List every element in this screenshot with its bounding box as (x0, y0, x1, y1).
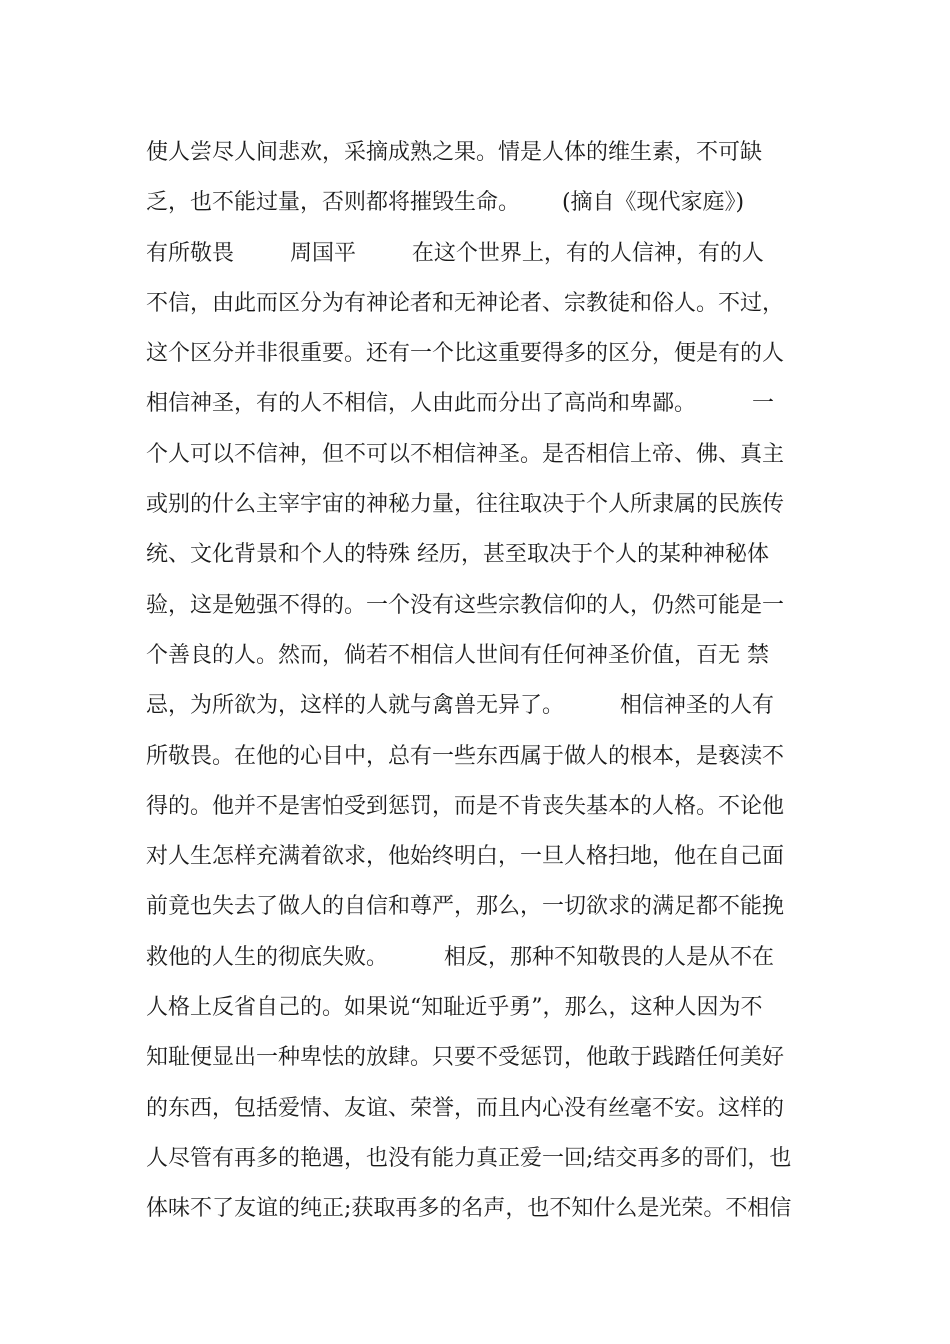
text-line: 使人尝尽人间悲欢，采摘成熟之果。情是人体的维生素，不可缺 (146, 140, 763, 165)
text-line: 或别的什么主宰宇宙的神秘力量，往往取决于个人所隶属的民族传 (146, 492, 785, 518)
text-line: 人尽管有再多的艳遇，也没有能力真正爱一回;结交再多的哥们，也 (146, 1145, 792, 1171)
text-line: 相信神圣，有的人不相信，人由此而分出了高尚和卑鄙。 一 (146, 391, 774, 417)
text-line: 人格上反省自己的。如果说“知耻近乎勇”，那么，这种人因为不 (146, 995, 763, 1021)
text-line: 统、文化背景和个人的特殊 经历，甚至取决于个人的某种神秘体 (146, 542, 769, 568)
text-line: 知耻便显出一种卑怯的放肆。只要不受惩罚，他敢于践踏任何美好 (146, 1045, 785, 1071)
text-line: 得的。他并不是害怕受到惩罚，而是不肯丧失基本的人格。不论他 (146, 793, 785, 819)
text-line: 前竟也失去了做人的自信和尊严，那么，一切欲求的满足都不能挽 (146, 894, 785, 920)
text-line: 所敬畏。在他的心目中，总有一些东西属于做人的根本，是亵渎不 (146, 743, 785, 769)
text-line: 验，这是勉强不得的。一个没有这些宗教信仰的人，仍然可能是一 (146, 592, 785, 618)
text-line: 乏，也不能过量，否则都将摧毁生命。 (摘自《现代家庭》) (146, 190, 745, 216)
text-line: 救他的人生的彻底失败。 相反，那种不知敬畏的人是从不在 (146, 944, 774, 970)
body-text (146, 128, 826, 1235)
text-line: 有所敬畏 周国平 在这个世界上，有的人信神，有的人 (146, 240, 764, 266)
text-line: 忌，为所欲为，这样的人就与禽兽无异了。 相信神圣的人有 (146, 693, 774, 719)
text-line: 体味不了友谊的纯正;获取再多的名声，也不知什么是光荣。不相信 (146, 1196, 792, 1222)
text-line: 的东西，包括爱情、友谊、荣誉，而且内心没有丝毫不安。这样的 (146, 1095, 785, 1121)
text-line: 不信，由此而区分为有神论者和无神论者、宗教徒和俗人。不过， (146, 290, 785, 316)
text-line: 个人可以不信神，但不可以不相信神圣。是否相信上帝、佛、真主 (146, 441, 785, 467)
text-line: 对人生怎样充满着欲求，他始终明白，一旦人格扫地，他在自己面 (146, 844, 785, 870)
text-line: 个善良的人。然而，倘若不相信人世间有任何神圣价值，百无 禁 (146, 642, 769, 668)
text-line: 这个区分并非很重要。还有一个比这重要得多的区分，便是有的人 (146, 341, 785, 367)
